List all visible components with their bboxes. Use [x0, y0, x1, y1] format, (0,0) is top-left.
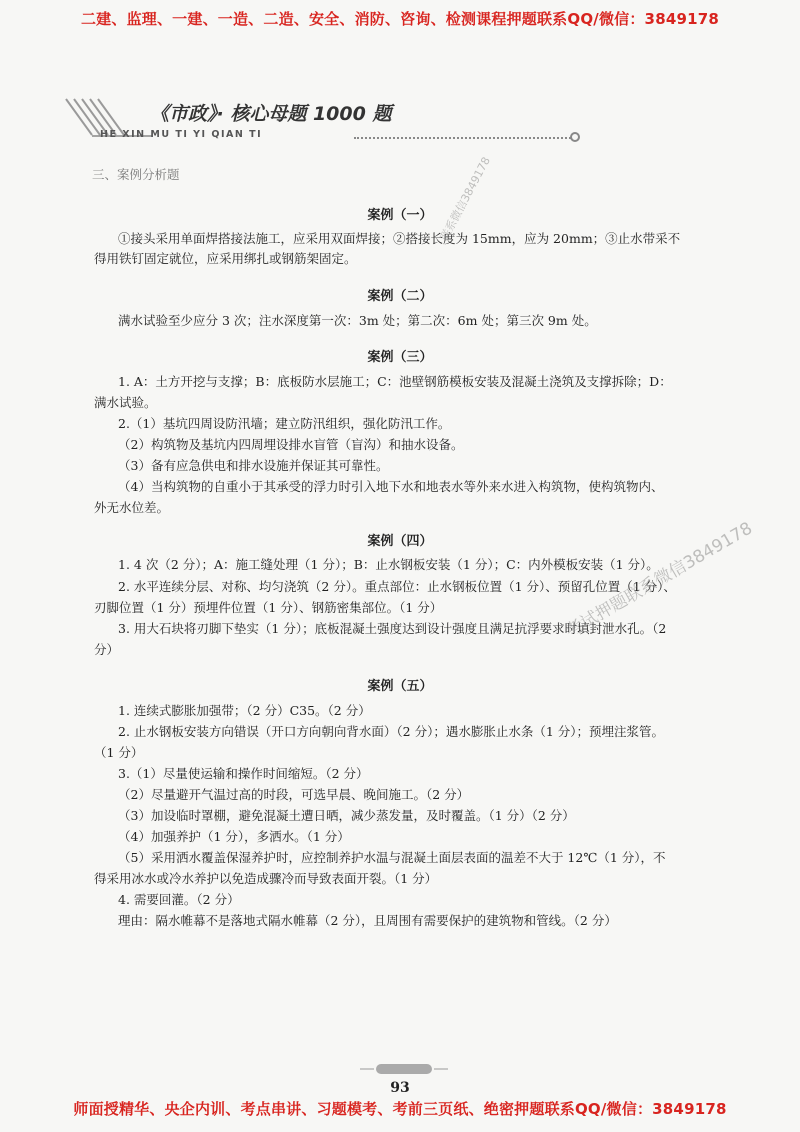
case-title: 案例（三） [367, 350, 433, 365]
answer-line: 1. A：土方开挖与支撑；B：底板防水层施工；C：池壁钢筋模板安装及混凝土浇筑及支撑拆除；D： [118, 374, 672, 389]
book-title-pinyin: HE XIN MU TI YI QIAN TI [100, 129, 263, 140]
answer-line: ①接头采用单面焊搭接法施工，应采用双面焊接；②搭接长度为 15mm，应为 20mm；③止水带采不 [118, 231, 681, 246]
answer-line: （3）加设临时罩棚，避免混凝土遭日晒，减少蒸发量，及时覆盖。（1 分）（2 分） [118, 808, 575, 823]
header-ornament [570, 132, 580, 142]
answer-line: （1 分） [94, 745, 144, 760]
answer-line: 2.（1）基坑四周设防汛墙；建立防汛组织，强化防汛工作。 [118, 416, 451, 431]
answer-line: （2）尽量避开气温过高的时段，可选早晨、晚间施工。（2 分） [118, 787, 470, 802]
answer-line: 满水试验至少应分 3 次；注水深度第一次：3m 处；第二次：6m 处；第三次 9m 处。 [118, 313, 597, 328]
answer-line: 理由：隔水帷幕不是落地式隔水帷幕（2 分），且周围有需要保护的建筑物和管线。（2 分） [118, 913, 617, 928]
answer-line: （3）备有应急供电和排水设施并保证其可靠性。 [118, 458, 389, 473]
answer-line: （2）构筑物及基坑内四周埋设排水盲管（盲沟）和抽水设备。 [118, 437, 464, 452]
header-rule [354, 137, 574, 139]
answer-line: 刃脚位置（1 分）预埋件位置（1 分）、钢筋密集部位。（1 分） [94, 600, 443, 615]
answer-line: 3.（1）尽量使运输和操作时间缩短。（2 分） [118, 766, 369, 781]
case-title: 案例（四） [367, 534, 433, 549]
answer-line: 4. 需要回灌。（2 分） [118, 892, 240, 907]
watermark: 考试押题联系微信3849178 [562, 518, 756, 642]
answer-line: 1. 4 次（2 分）；A：施工缝处理（1 分）；B：止水钢板安装（1 分）；C：内外模板安装（1 分）。 [118, 557, 659, 572]
top-banner: 二建、监理、一建、一造、二造、安全、消防、咨询、检测课程押题联系QQ/微信：3849178 [80, 10, 720, 28]
answer-line: 1. 连续式膨胀加强带；（2 分）C35。（2 分） [118, 703, 371, 718]
case-title: 案例（一） [367, 208, 433, 223]
case-title: 案例（五） [367, 679, 433, 694]
answer-line: 满水试验。 [94, 395, 157, 410]
watermark: 联系微信3849178 [437, 154, 493, 244]
answer-line: 2. 止水钢板安装方向错误（开口方向朝向背水面）（2 分）；遇水膨胀止水条（1 分）；预埋注浆管。 [118, 724, 665, 739]
answer-line: （5）采用洒水覆盖保湿养护时，应控制养护水温与混凝土面层表面的温差不大于 12℃（1 分），不 [118, 850, 666, 865]
answer-line: 得采用冰水或冷水养护以免造成骤冷而导致表面开裂。（1 分） [94, 871, 438, 886]
case-title: 案例（二） [367, 289, 433, 304]
page-number: 93 [390, 1080, 410, 1096]
answer-line: 3. 用大石块将刃脚下垫实（1 分）；底板混凝土强度达到设计强度且满足抗浮要求时填封泄水孔。（2 [118, 621, 667, 636]
answer-line: 外无水位差。 [94, 500, 170, 515]
book-header [62, 95, 582, 145]
footer-ornament [360, 1062, 448, 1076]
answer-line: （4）当构筑物的自重小于其承受的浮力时引入地下水和地表水等外来水进入构筑物，使构筑物内、 [118, 479, 664, 494]
answer-line: （4）加强养护（1 分），多洒水。（1 分） [118, 829, 350, 844]
answer-line: 分） [94, 642, 120, 657]
book-title: 《市政》· 核心母题 1000 题 [150, 103, 392, 125]
answer-line: 2. 水平连续分层、对称、均匀浇筑（2 分）。重点部位：止水钢板位置（1 分）、预留孔位置（1 分）、 [118, 579, 676, 594]
bottom-banner: 师面授精华、央企内训、考点串讲、习题模考、考前三页纸、绝密押题联系QQ/微信：3849178 [73, 1100, 727, 1118]
answer-line: 得用铁钉固定就位，应采用绑扎或钢筋架固定。 [94, 251, 357, 266]
section-label: 三、案例分析题 [92, 167, 180, 182]
